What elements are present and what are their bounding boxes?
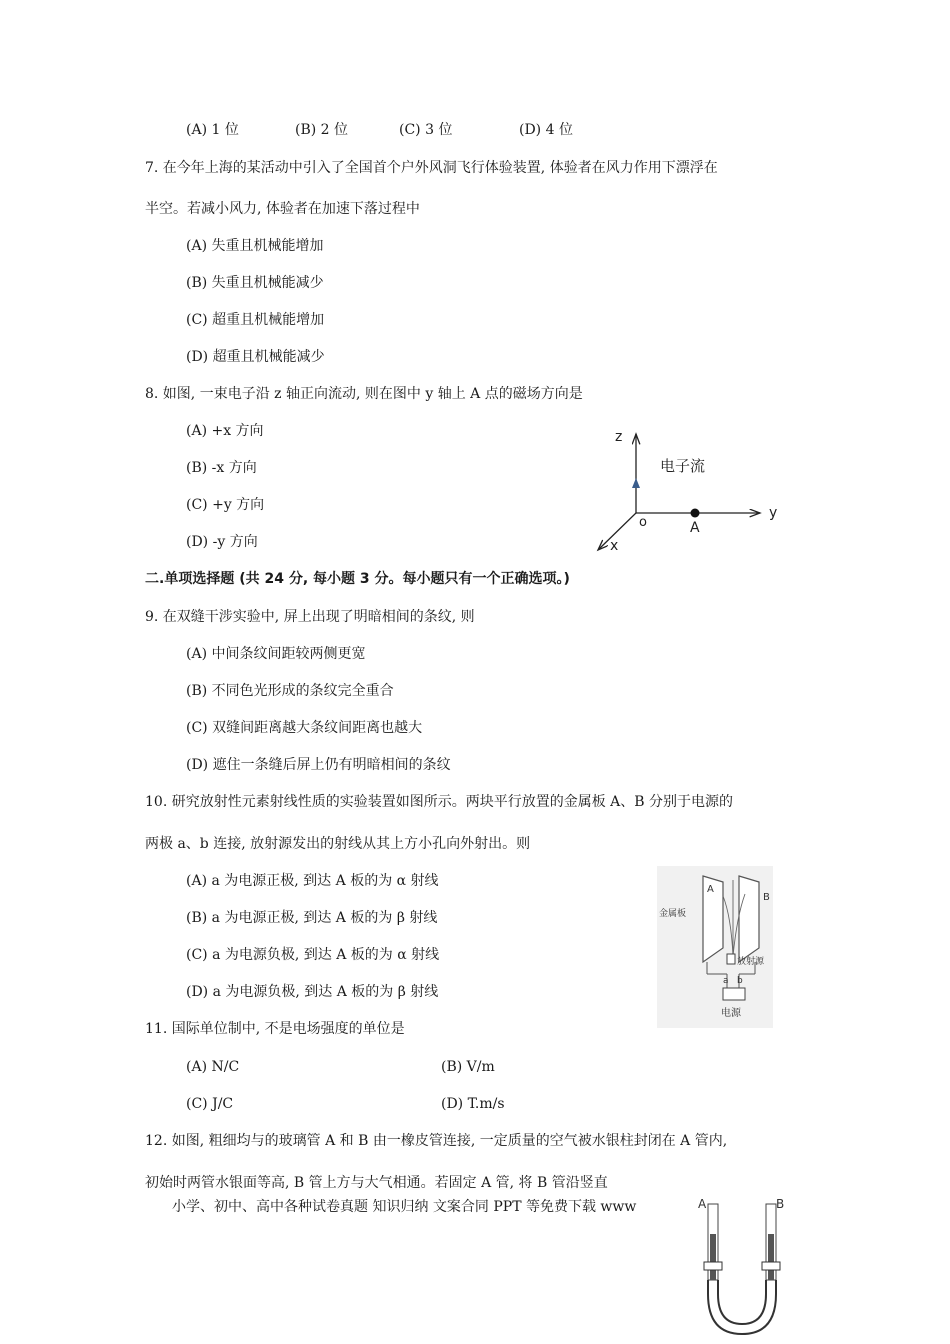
q12-stem-line2: 初始时两管水银面等高, B 管上方与大气相通。若固定 A 管, 将 B 管沿竖直 <box>145 1175 608 1191</box>
q9-option-c: (C) 双缝间距离越大条纹间距离也越大 <box>186 720 423 736</box>
power-label: 电源 <box>721 1008 741 1019</box>
q11-option-b: (B) V/m <box>441 1059 495 1075</box>
q7-option-c: (C) 超重且机械能增加 <box>186 312 325 328</box>
q10-option-a: (A) a 为电源正极, 到达 A 板的为 α 射线 <box>186 873 439 889</box>
q7-option-d: (D) 超重且机械能减少 <box>186 349 325 365</box>
q7-stem-line1: 7. 在今年上海的某活动中引入了全国首个户外风洞飞行体验装置, 体验者在风力作用下漂浮在 <box>145 160 718 176</box>
q9-option-b: (B) 不同色光形成的条纹完全重合 <box>186 683 394 699</box>
q10-option-b: (B) a 为电源正极, 到达 A 板的为 β 射线 <box>186 910 438 926</box>
q9-stem: 9. 在双缝干涉实验中, 屏上出现了明暗相间的条纹, 则 <box>145 609 475 625</box>
q10-radiation-figure <box>657 866 773 1028</box>
q11-option-a: (A) N/C <box>186 1059 240 1075</box>
metal-plate-label: 金属板 <box>659 909 687 919</box>
q8-option-d: (D) -y 方向 <box>186 534 258 550</box>
q12-tube-figure <box>690 1194 800 1340</box>
footer-text: 小学、初中、高中各种试卷真题 知识归纳 文案合同 PPT 等免费下载 www <box>172 1199 637 1215</box>
q8-option-b: (B) -x 方向 <box>186 460 257 476</box>
q7-option-b: (B) 失重且机械能减少 <box>186 275 324 291</box>
source-label: 放射源 <box>737 957 765 967</box>
q6-option-d: (D) 4 位 <box>519 122 573 138</box>
q6-option-b: (B) 2 位 <box>295 122 349 138</box>
q8-option-c: (C) +y 方向 <box>186 497 265 513</box>
terminal-a-label: a <box>723 976 729 986</box>
power-box <box>723 988 745 1000</box>
terminal-b-label: b <box>737 976 743 986</box>
point-a-dot <box>691 509 700 518</box>
q8-axis-figure <box>590 420 790 560</box>
q10-stem-line1: 10. 研究放射性元素射线性质的实验装置如图所示。两块平行放置的金属板 A、B 分别于电源的 <box>145 794 734 810</box>
q6-option-a: (A) 1 位 <box>186 122 239 138</box>
q11-option-c: (C) J/C <box>186 1096 234 1112</box>
tube-a-label: A <box>698 1197 707 1211</box>
section2-title: 二.单项选择题 (共 24 分, 每小题 3 分。每小题只有一个正确选项。) <box>145 571 570 587</box>
source-box <box>727 954 735 964</box>
q7-stem-line2: 半空。若减小风力, 体验者在加速下落过程中 <box>145 201 420 217</box>
origin-label: o <box>639 515 647 530</box>
plate-b-label: B <box>763 892 770 903</box>
q10-stem-line2: 两极 a、b 连接, 放射源发出的射线从其上方小孔向外射出。则 <box>145 836 531 852</box>
z-label: z <box>615 429 623 445</box>
q6-option-c: (C) 3 位 <box>399 122 453 138</box>
q7-option-a: (A) 失重且机械能增加 <box>186 238 324 254</box>
x-label: x <box>610 538 619 554</box>
q10-option-c: (C) a 为电源负极, 到达 A 板的为 α 射线 <box>186 947 440 963</box>
q8-stem: 8. 如图, 一束电子沿 z 轴正向流动, 则在图中 y 轴上 A 点的磁场方向是 <box>145 386 583 402</box>
tube-b-label: B <box>776 1197 785 1211</box>
q9-option-a: (A) 中间条纹间距较两侧更宽 <box>186 646 366 662</box>
metal-plate-b <box>739 876 759 962</box>
y-label: y <box>769 505 778 521</box>
q12-stem-line1: 12. 如图, 粗细均与的玻璃管 A 和 B 由一橡皮管连接, 一定质量的空气被水银柱封闭在 A 管内, <box>145 1133 728 1149</box>
q8-option-a: (A) +x 方向 <box>186 423 264 439</box>
plate-a-label: A <box>707 884 714 895</box>
electron-flow-arrow-icon <box>632 478 640 488</box>
point-a-label: A <box>690 520 700 536</box>
q9-option-d: (D) 遮住一条缝后屏上仍有明暗相间的条纹 <box>186 757 451 773</box>
q11-stem: 11. 国际单位制中, 不是电场强度的单位是 <box>145 1021 405 1037</box>
q10-option-d: (D) a 为电源负极, 到达 A 板的为 β 射线 <box>186 984 439 1000</box>
electron-flow-label: 电子流 <box>660 457 706 475</box>
q11-option-d: (D) T.m/s <box>441 1096 505 1112</box>
